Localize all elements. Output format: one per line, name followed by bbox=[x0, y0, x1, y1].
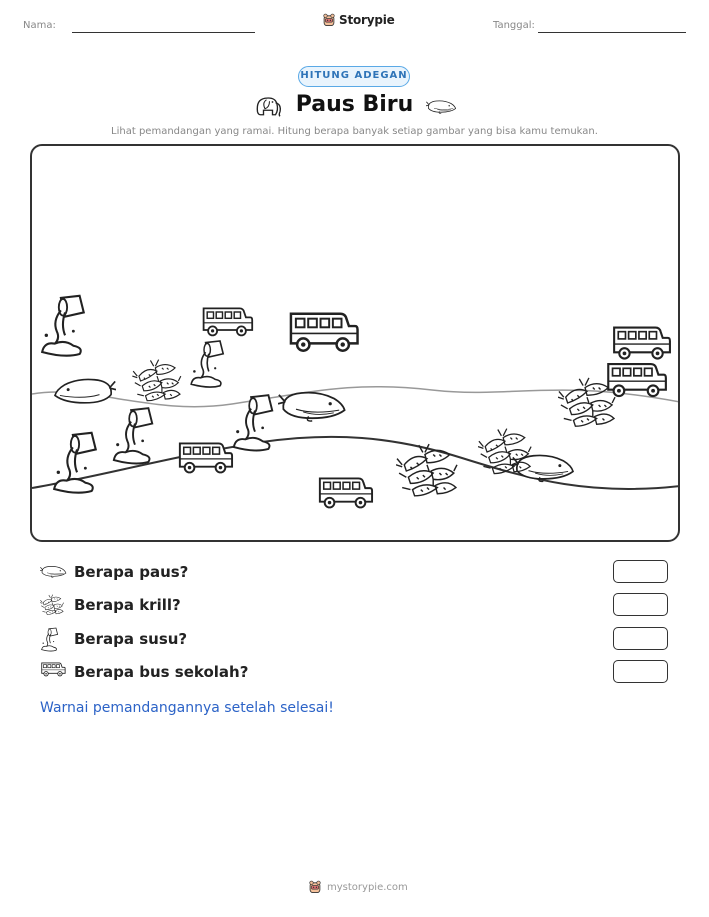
answer-box-krill[interactable] bbox=[613, 593, 668, 616]
school-bus-1 bbox=[204, 308, 253, 335]
color-instruction: Warnai pemandangannya setelah selesai! bbox=[40, 700, 334, 716]
footer-url[interactable]: mystorypie.com bbox=[327, 881, 408, 893]
question-row-krill bbox=[40, 593, 670, 619]
name-label: Nama: bbox=[23, 20, 56, 31]
question-text: Berapa bus sekolah? bbox=[74, 663, 249, 681]
milk-4 bbox=[54, 433, 96, 493]
answer-box-school-bus[interactable] bbox=[613, 660, 668, 683]
school-bus-icon bbox=[40, 660, 66, 678]
question-row-whale bbox=[40, 560, 670, 586]
activity-badge: HITUNG ADEGAN bbox=[298, 66, 410, 87]
brand-logo bbox=[322, 13, 395, 27]
answer-box-whale[interactable] bbox=[613, 560, 668, 583]
whale-3 bbox=[512, 455, 573, 481]
question-text: Berapa susu? bbox=[74, 630, 188, 648]
school-bus-2 bbox=[291, 314, 358, 351]
krill-3 bbox=[396, 444, 457, 496]
milk-3 bbox=[114, 408, 152, 463]
question-text: Berapa krill? bbox=[74, 596, 181, 614]
brand-name: Storypie bbox=[339, 13, 395, 27]
question-text: Berapa paus? bbox=[74, 563, 189, 581]
answer-box-milk[interactable] bbox=[613, 627, 668, 650]
krill-icon bbox=[40, 593, 64, 617]
school-bus-6 bbox=[320, 478, 372, 507]
storypie-mascot-icon bbox=[308, 880, 322, 894]
school-bus-3 bbox=[614, 328, 670, 359]
page-title: Paus Biru bbox=[295, 92, 414, 117]
school-bus-4 bbox=[608, 364, 666, 396]
footer bbox=[308, 880, 408, 894]
counting-scene bbox=[30, 144, 680, 542]
question-row-milk bbox=[40, 627, 670, 653]
milk-icon bbox=[40, 627, 60, 653]
krill-2 bbox=[558, 378, 615, 426]
name-field[interactable] bbox=[72, 32, 255, 33]
krill-1 bbox=[132, 360, 180, 401]
whale-icon bbox=[40, 560, 68, 580]
date-field[interactable] bbox=[538, 32, 686, 33]
school-bus-5 bbox=[180, 443, 232, 472]
question-row-school-bus bbox=[40, 660, 670, 686]
date-label: Tanggal: bbox=[493, 20, 535, 31]
instruction-text: Lihat pemandangan yang ramai. Hitung berapa banyak setiap gambar yang bisa kamu temukan. bbox=[111, 126, 598, 137]
whale-2 bbox=[278, 393, 345, 421]
whale-icon bbox=[426, 96, 458, 114]
milk-2 bbox=[191, 341, 223, 387]
whale-1 bbox=[55, 379, 116, 402]
milk-1 bbox=[42, 296, 84, 356]
storypie-mascot-icon bbox=[322, 13, 336, 27]
